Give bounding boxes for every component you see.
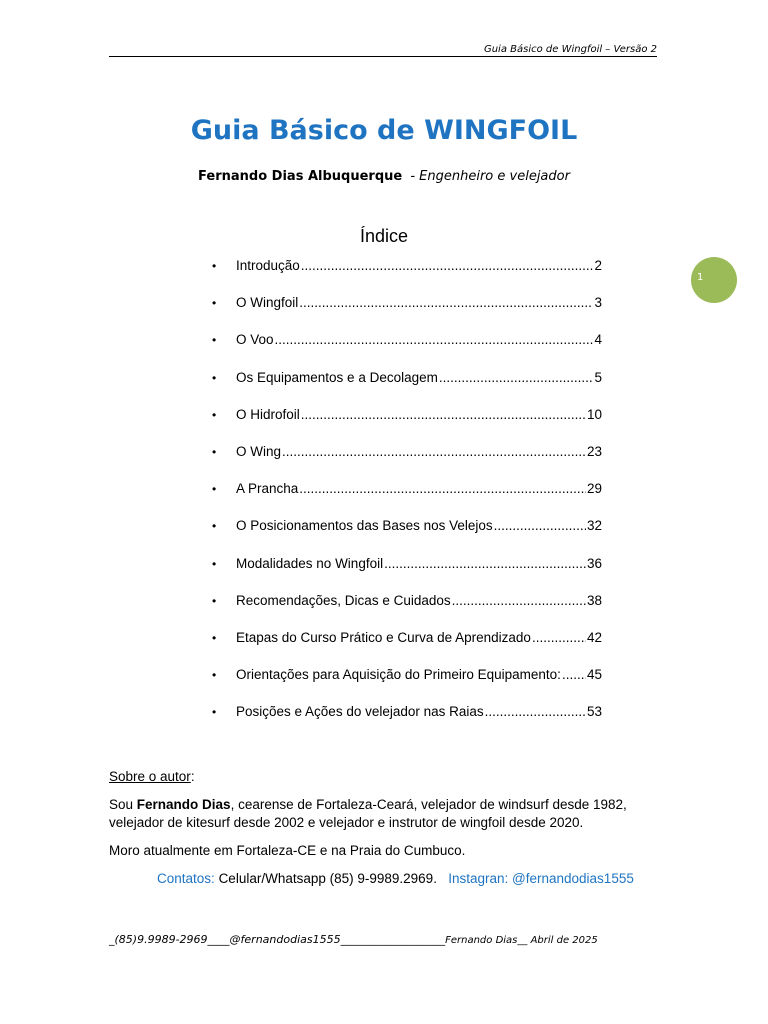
toc-item-page: 42 <box>586 629 602 645</box>
toc-item-page: 5 <box>594 369 602 385</box>
toc-item-page: 36 <box>586 555 602 571</box>
bullet-icon: • <box>212 556 217 571</box>
toc-item-page: 23 <box>586 443 602 459</box>
page-header <box>109 44 657 57</box>
toc-leader-dots <box>452 593 586 608</box>
toc-leader-dots <box>562 667 586 682</box>
toc-leader-dots <box>494 518 586 533</box>
page-number-badge <box>691 257 737 303</box>
bullet-icon: • <box>212 630 217 645</box>
toc-item-label: A Prancha <box>236 481 299 497</box>
toc-item-label: Recomendações, Dicas e Cuidados <box>236 592 451 608</box>
index-heading: Índice <box>359 226 409 246</box>
toc-leader-dots <box>485 704 586 719</box>
toc-item-label: O Wing <box>236 443 282 459</box>
about-label: Sobre o autor <box>109 769 191 784</box>
toc-leader-dots <box>282 444 586 459</box>
about-section <box>109 768 664 860</box>
header-text: Guia Básico de Wingfoil – Versão 2 <box>483 44 657 55</box>
toc-item-page: 53 <box>586 704 602 720</box>
author-role: - Engenheiro e velejador <box>410 169 570 184</box>
bio-rest: , cearense de Fortaleza-Ceará, velejador de windsurf desde 1982, velejador de kitesurf desde 2002 e velejador e instrutor de wingfoil desde 2020. <box>109 797 627 830</box>
toc-item[interactable] <box>212 370 602 407</box>
about-label-line <box>109 768 664 786</box>
toc-item-label: O Wingfoil <box>236 295 299 311</box>
toc-item-label: Modalidades no Wingfoil <box>236 555 384 571</box>
bullet-icon: • <box>212 593 217 608</box>
toc-item[interactable] <box>212 518 602 555</box>
bio-name: Fernando Dias <box>136 797 231 812</box>
bullet-icon: • <box>212 705 217 720</box>
toc-item-label: O Posicionamentos das Bases nos Velejos <box>236 518 493 534</box>
contacts-separator: . <box>433 871 437 886</box>
toc-leader-dots <box>384 556 586 571</box>
toc-leader-dots <box>301 258 594 273</box>
toc-leader-dots <box>299 295 593 310</box>
toc-leader-dots <box>299 481 586 496</box>
bullet-icon: • <box>212 519 217 534</box>
toc-item-page: 45 <box>586 667 602 683</box>
about-label-colon: : <box>190 769 195 784</box>
about-bio <box>109 796 664 832</box>
toc-item[interactable] <box>212 667 602 704</box>
toc-item-label: O Voo <box>236 332 274 348</box>
toc-item-label: Etapas do Curso Prático e Curva de Aprendizado <box>236 629 531 645</box>
toc-item[interactable] <box>212 630 602 667</box>
page-footer <box>109 933 657 946</box>
toc-item-page: 10 <box>586 406 602 422</box>
toc-leader-dots <box>532 630 586 645</box>
footer-right: Fernando Dias__ Abril de 2025 <box>445 935 598 946</box>
toc-leader-dots <box>275 332 594 347</box>
bullet-icon: • <box>212 482 217 497</box>
toc-item[interactable] <box>212 704 602 741</box>
toc-item-page: 32 <box>586 518 602 534</box>
toc-item-page: 2 <box>594 258 602 273</box>
toc-item[interactable] <box>212 295 602 332</box>
toc-item[interactable] <box>212 556 602 593</box>
bullet-icon: • <box>212 407 217 422</box>
toc-item-page: 4 <box>594 332 602 348</box>
toc-leader-dots <box>301 407 586 422</box>
toc-item[interactable] <box>212 444 602 481</box>
toc-item-label: Os Equipamentos e a Decolagem <box>236 369 438 385</box>
toc-item-page: 38 <box>586 592 602 608</box>
toc-item-label: O Hidrofoil <box>236 406 300 422</box>
bullet-icon: • <box>212 444 217 459</box>
table-of-contents <box>212 258 602 741</box>
bullet-icon: • <box>212 668 217 683</box>
bullet-icon: • <box>212 296 217 311</box>
toc-item-page: 3 <box>594 295 602 311</box>
contacts-line <box>157 871 634 886</box>
toc-item-page: 29 <box>586 481 602 497</box>
toc-leader-dots <box>439 370 594 385</box>
footer-left: _(85)9.9989-2969____@fernandodias1555___________________ <box>109 933 446 946</box>
bullet-icon: • <box>212 370 217 385</box>
bullet-icon: • <box>212 259 217 273</box>
toc-item[interactable] <box>212 593 602 630</box>
document-title: Guia Básico de WINGFOIL <box>190 115 578 146</box>
instagram-handle: @fernandodias1555 <box>512 871 634 886</box>
instagram-label: Instagran: <box>448 871 509 886</box>
contacts-phone: Celular/Whatsapp (85) 9-9989.2969 <box>218 871 434 886</box>
toc-item[interactable] <box>212 481 602 518</box>
toc-item[interactable] <box>212 258 602 295</box>
toc-item-label: Introdução <box>236 258 300 273</box>
author-name: Fernando Dias Albuquerque <box>198 169 403 184</box>
bullet-icon: • <box>212 333 217 348</box>
bio-prefix: Sou <box>109 797 137 812</box>
author-line <box>0 169 768 184</box>
toc-item-label: Posições e Ações do velejador nas Raias <box>236 704 484 720</box>
about-residence: Moro atualmente em Fortaleza-CE e na Praia do Cumbuco. <box>109 843 466 858</box>
toc-item-label: Orientações para Aquisição do Primeiro Equipamento: <box>236 667 561 683</box>
page-number: 1 <box>697 272 704 283</box>
toc-item[interactable] <box>212 332 602 369</box>
toc-item[interactable] <box>212 407 602 444</box>
contacts-label: Contatos: <box>157 871 215 886</box>
